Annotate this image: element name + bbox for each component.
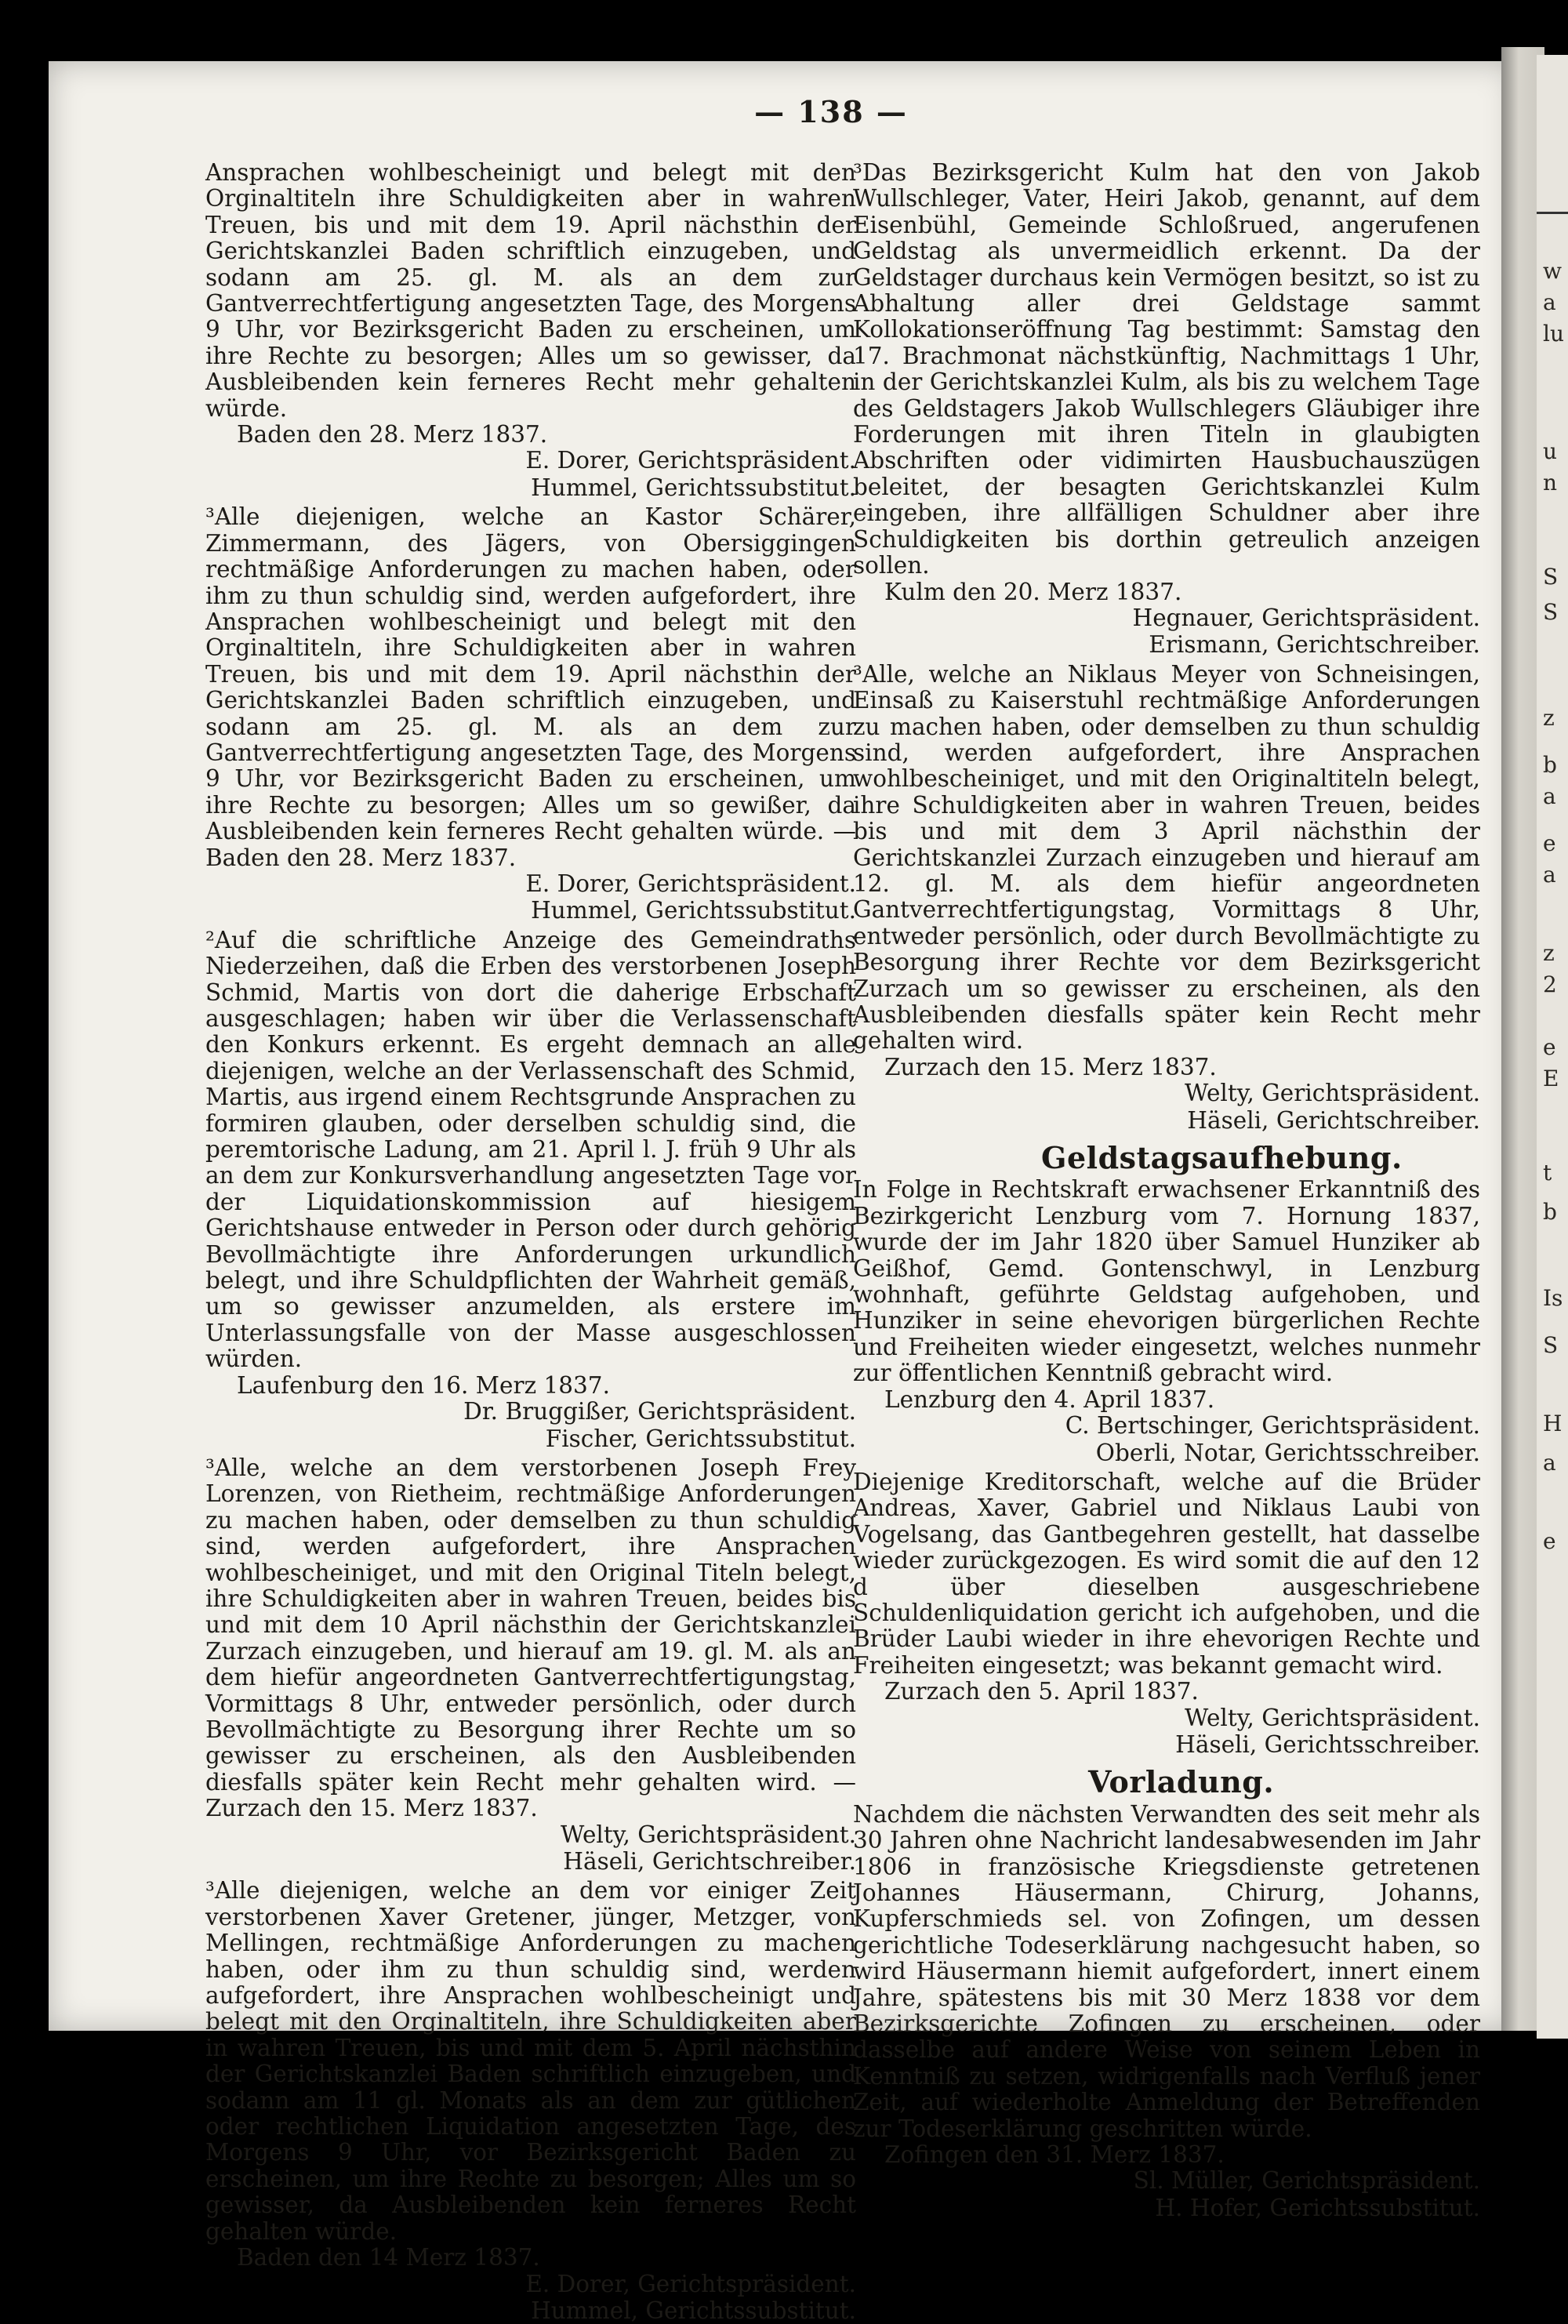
notice-signature: Welty, Gerichtspräsident.	[1185, 1704, 1480, 1731]
notice-signature: Hummel, Gerichtssubstitut.	[531, 2297, 856, 2324]
notice-date: Zofingen den 31. Merz 1837.	[884, 2141, 1225, 2169]
section-heading-vorladung: Vorladung.	[1088, 1764, 1275, 1800]
notice-date: Laufenburg den 16. Merz 1837.	[237, 1371, 610, 1399]
notice-signature: Erismann, Gerichtschreiber.	[1149, 631, 1480, 659]
notice-signature: E. Dorer, Gerichtspräsident.	[525, 870, 856, 897]
notice-entry	[205, 928, 856, 1452]
notice-date: Zurzach den 5. April 1837.	[884, 1678, 1199, 1705]
adjacent-page-fragment: a	[1543, 1450, 1556, 1476]
notice-entry	[853, 160, 1480, 659]
notice-signature: Sl. Müller, Gerichtspräsident.	[1133, 2167, 1480, 2195]
notice-entry	[205, 160, 856, 501]
adjacent-page-fragment: H	[1543, 1411, 1563, 1436]
notice-text: Ansprachen wohlbescheinigt und belegt mit den Orginaltiteln ihre Schuldigkeiten aber in wahren Treuen, bis und mit dem 19. April nächsthin der Gerichtskanzlei Baden schriftlich einzugeben, und sodann am 25. gl. M. als an dem zur Gantverrechtfertigung angesetzten Tage, des Morgens 9 Uhr, vor Bezirksgericht Baden zu erscheinen, um ihre Rechte zu besorgen; Alles um so gewisser, da Ausbleibenden kein ferneres Recht mehr gehalten würde.	[205, 159, 856, 422]
adjacent-page-fragment: S	[1543, 599, 1559, 625]
adjacent-page-fragment: e	[1543, 830, 1556, 856]
notice-signature: H. Hofer, Gerichtssubstitut.	[1155, 2194, 1480, 2221]
notice-signature: Oberli, Notar, Gerichtsschreiber.	[1095, 1439, 1480, 1466]
notice-signature: Häseli, Gerichtschreiber.	[563, 1848, 856, 1875]
notice-date: Kulm den 20. Merz 1837.	[884, 578, 1182, 605]
adjacent-page-fragment: b	[1543, 752, 1557, 778]
notice-entry	[853, 1177, 1480, 1465]
notice-text: ³Alle, welche an dem verstorbenen Joseph Frey Lorenzen, von Rietheim, rechtmäßige Anforderungen zu machen haben, oder demselben zu thun schuldig sind, werden aufgefordert, ihre Ansprachen wohlbescheiniget, und mit den Original Titeln belegt, ihre Schuldigkeiten aber in wahren Treuen, beides bis und mit dem 10 April nächsthin der Gerichtskanzlei Zurzach einzugeben, und hierauf am 19. gl. M. als an dem hiefür angeordneten Gantverrechtfertigungstag, Vormittags 8 Uhr, entweder persönlich, oder durch Bevollmächtigte zu Besorgung ihrer Rechte um so gewisser zu erscheinen, als den Ausbleibenden diesfalls später kein Recht mehr gehalten wird. — Zurzach den 15. Merz 1837.	[205, 1454, 856, 1822]
notice-text: ²Auf die schriftliche Anzeige des Gemeindraths Niederzeihen, daß die Erben des verstorbenen Joseph Schmid, Martis von dort die daherige Erbschaft ausgeschlagen; haben wir über die Verlassenschaft den Konkurs erkennt. Es ergeht demnach an alle diejenigen, welche an der Verlassenschaft des Schmid, Martis, aus irgend einem Rechtsgrunde Ansprachen zu formiren glauben, oder derselben schuldig sind, die peremtorische Ladung, am 21. April l. J. früh 9 Uhr als an dem zur Konkursverhandlung angesetzten Tage vor der Liquidationskommission auf hiesigem Gerichtshause entweder in Person oder durch gehörig Bevollmächtigte ihre Anforderungen urkundlich belegt, und ihre Schuldpflichten der Wahrheit gemäß, um so gewisser anzumelden, als erstere im Unterlassungsfalle von der Masse ausgeschlossen würden.	[205, 926, 856, 1373]
notice-entry	[205, 504, 856, 924]
notice-date: Baden den 28. Merz 1837.	[237, 421, 548, 448]
adjacent-page-fragment: S	[1543, 1332, 1559, 1358]
adjacent-page-fragment: e	[1543, 1528, 1556, 1554]
adjacent-page-fragment: n	[1543, 470, 1558, 496]
notice-signature: E. Dorer, Gerichtspräsident.	[525, 447, 856, 474]
scanner-border	[0, 0, 1568, 55]
notice-entry	[205, 1878, 856, 2324]
notice-signature: Häseli, Gerichtsschreiber.	[1175, 1730, 1480, 1758]
notice-date: Baden den 14 Merz 1837.	[237, 2244, 540, 2271]
notice-date: Zurzach den 15. Merz 1837.	[884, 1053, 1217, 1080]
notice-entry	[853, 662, 1480, 1134]
adjacent-page-fragment: lu	[1543, 321, 1564, 347]
notice-signature: Hegnauer, Gerichtspräsident.	[1132, 604, 1480, 631]
notice-text: Diejenige Kreditorschaft, welche auf die Brüder Andreas, Xaver, Gabriel und Niklaus Laubi von Vogelsang, das Gantbegehren gestellt, hat dasselbe wieder zurückgezogen. Es wird somit die auf den 12 d über dieselben ausgeschriebene Schuldenliquidation gericht ich aufgehoben, und die Brüder Laubi wieder in ihre ehevorigen Rechte und Freiheiten eingesetzt; was bekannt gemacht wird.	[853, 1468, 1480, 1679]
notice-signature: Welty, Gerichtspräsident.	[561, 1821, 856, 1848]
adjacent-page-fragment: a	[1543, 783, 1556, 809]
notice-signature: Hummel, Gerichtssubstitut.	[531, 474, 856, 501]
section-heading-geldstag: Geldstagsaufhebung.	[1041, 1140, 1403, 1176]
notice-signature: Häseli, Gerichtschreiber.	[1187, 1106, 1480, 1134]
adjacent-page-fragment: S	[1543, 564, 1559, 590]
notice-signature: E. Dorer, Gerichtspräsident.	[525, 2270, 856, 2297]
notice-signature: Dr. Bruggißer, Gerichtspräsident.	[463, 1398, 856, 1425]
adjacent-page-fragment: b	[1543, 1199, 1557, 1225]
right-column	[853, 157, 1480, 2221]
notice-text: In Folge in Rechtskraft erwachsener Erkanntniß des Bezirkgericht Lenzburg vom 7. Hornung 1837, wurde der im Jahr 1820 über Samuel Hunziker ab Geißhof, Gemd. Gontenschwyl, in Lenzburg wohnhaft, geführte Geldstag aufgehoben, und Hunziker in seine ehevorigen bürgerlichen Rechte und Freiheiten wieder eingesetzt, welches nunmehr zur öffentlichen Kenntniß gebracht wird.	[853, 1176, 1480, 1387]
adjacent-page-fragment: z	[1543, 940, 1555, 966]
adjacent-page-fragment: w	[1543, 258, 1562, 284]
notice-text: ³Alle diejenigen, welche an Kastor Schärer, Zimmermann, des Jägers, von Obersiggingen rechtmäßige Anforderungen zu machen haben, oder ihm zu thun schuldig sind, werden aufgefordert, ihre Ansprachen wohlbescheinigt und belegt mit den Orginaltiteln, ihre Schuldigkeiten aber in wahren Treuen, bis und mit dem 19. April nächsthin der Gerichtskanzlei Baden schriftlich einzugeben, und sodann am 25. gl. M. als an dem zur Gantverrechtfertigung angesetzten Tage, des Morgens 9 Uhr, vor Bezirksgericht Baden zu erscheinen, um ihre Rechte zu besorgen; Alles um so gewißer, da Ausbleibenden kein ferneres Recht gehalten würde. — Baden den 28. Merz 1837.	[205, 503, 856, 871]
adjacent-page-fragment: a	[1543, 289, 1556, 315]
adjacent-page-fragment: e	[1543, 1034, 1556, 1060]
adjacent-page-fragment: E	[1543, 1066, 1559, 1091]
adjacent-page-fragment: z	[1543, 705, 1555, 731]
adjacent-page-rule	[1537, 212, 1568, 214]
notice-text: ³Das Bezirksgericht Kulm hat den von Jakob Wullschleger, Vater, Heiri Jakob, genannt, auf dem Eisenbühl, Gemeinde Schloßrued, angerufenen Geldstag als unvermeidlich erkennt. Da der Geldstager durchaus kein Vermögen besitzt, so ist zu Abhaltung aller drei Geldstage sammt Kollokationseröffnung Tag bestimmt: Samstag den 17. Brachmonat nächstkünftig, Nachmittags 1 Uhr, in der Gerichtskanzlei Kulm, als bis zu welchem Tage des Geldstagers Jakob Wullschlegers Gläubiger ihre Forderungen mit ihren Titeln in glaubigten Abschriften oder vidimirten Hausbuchauszügen beleitet, der besagten Gerichtskanzlei Kulm eingeben, ihre allfälligen Schuldner aber ihre Schuldigkeiten bis dorthin getreulich anzeigen sollen.	[853, 159, 1480, 579]
adjacent-page-fragment: a	[1543, 862, 1556, 888]
notice-entry	[853, 1802, 1480, 2222]
notice-date: Lenzburg den 4. April 1837.	[884, 1385, 1215, 1413]
adjacent-page-fragment: 2	[1543, 971, 1557, 997]
adjacent-page-fragment: t	[1543, 1160, 1552, 1186]
notice-signature: Welty, Gerichtspräsident.	[1185, 1080, 1480, 1107]
notice-signature: Hummel, Gerichtssubstitut.	[531, 897, 856, 924]
notice-text: ³Alle, welche an Niklaus Meyer von Schneisingen, Einsaß zu Kaiserstuhl rechtmäßige Anforderungen zu machen haben, oder demselben zu thun schuldig sind, werden aufgefordert, ihre Ansprachen wohlbescheiniget, und mit den Originaltiteln belegt, ihre Schuldigkeiten aber in wahren Treuen, beides bis und mit dem 3 April nächsthin der Gerichtskanzlei Zurzach einzugeben und hierauf am 12. gl. M. als dem hiefür angeordneten Gantverrechtfertigungstag, Vormittags 8 Uhr, entweder persönlich, oder durch Bevollmächtigte zu Besorgung ihrer Rechte vor dem Bezirksgericht Zurzach um so gewisser zu erscheinen, als den Ausbleibenden diesfalls später kein Recht mehr gehalten wird.	[853, 660, 1480, 1055]
adjacent-page-fragment: u	[1543, 438, 1558, 464]
notice-entry	[205, 1455, 856, 1876]
notice-text: ³Alle diejenigen, welche an dem vor einiger Zeit verstorbenen Xaver Gretener, jünger, Metzger, von Mellingen, rechtmäßige Anforderungen zu machen haben, oder ihm zu thun schuldig sind, werden aufgefordert, ihre Ansprachen wohlbescheinigt und belegt mit den Orginaltiteln, ihre Schuldigkeiten aber in wahren Treuen, bis und mit dem 5. April nächsthin der Gerichtskanzlei Baden schriftlich einzugeben, und sodann am 11 gl. Monats als an dem zur gütlichen oder rechtlichen Liquidation angesetzten Tage, des Morgens 9 Uhr, vor Bezirksgericht Baden zu erscheinen, um ihre Rechte zu besorgen; Alles um so gewisser, da Ausbleibenden kein ferneres Recht gehalten würde.	[205, 1877, 856, 2245]
notice-signature: C. Bertschinger, Gerichtspräsident.	[1065, 1412, 1480, 1440]
notice-signature: Fischer, Gerichtssubstitut.	[545, 1425, 856, 1452]
page-number: — 138 —	[754, 94, 908, 129]
left-column	[205, 157, 856, 2324]
adjacent-page-fragment: Is	[1543, 1285, 1563, 1311]
notice-entry	[853, 1469, 1480, 1758]
notice-text: Nachdem die nächsten Verwandten des seit mehr als 30 Jahren ohne Nachricht landesabwesenden im Jahr 1806 in französische Kriegsdienste getretenen Johannes Häusermann, Chirurg, Johanns, Kupferschmieds sel. von Zofingen, um dessen gerichtliche Todeserklärung nachgesucht haben, so wird Häusermann hiemit aufgefordert, innert einem Jahre, spätestens bis mit 30 Merz 1838 vor dem Bezirksgerichte Zofingen zu erscheinen, oder dasselbe auf andere Weise von seinem Leben in Kenntniß zu setzen, widrigenfalls nach Verfluß jener Zeit, auf wiederholte Anmeldung der Betreffenden zur Todeserklärung geschritten würde.	[853, 1800, 1480, 2142]
